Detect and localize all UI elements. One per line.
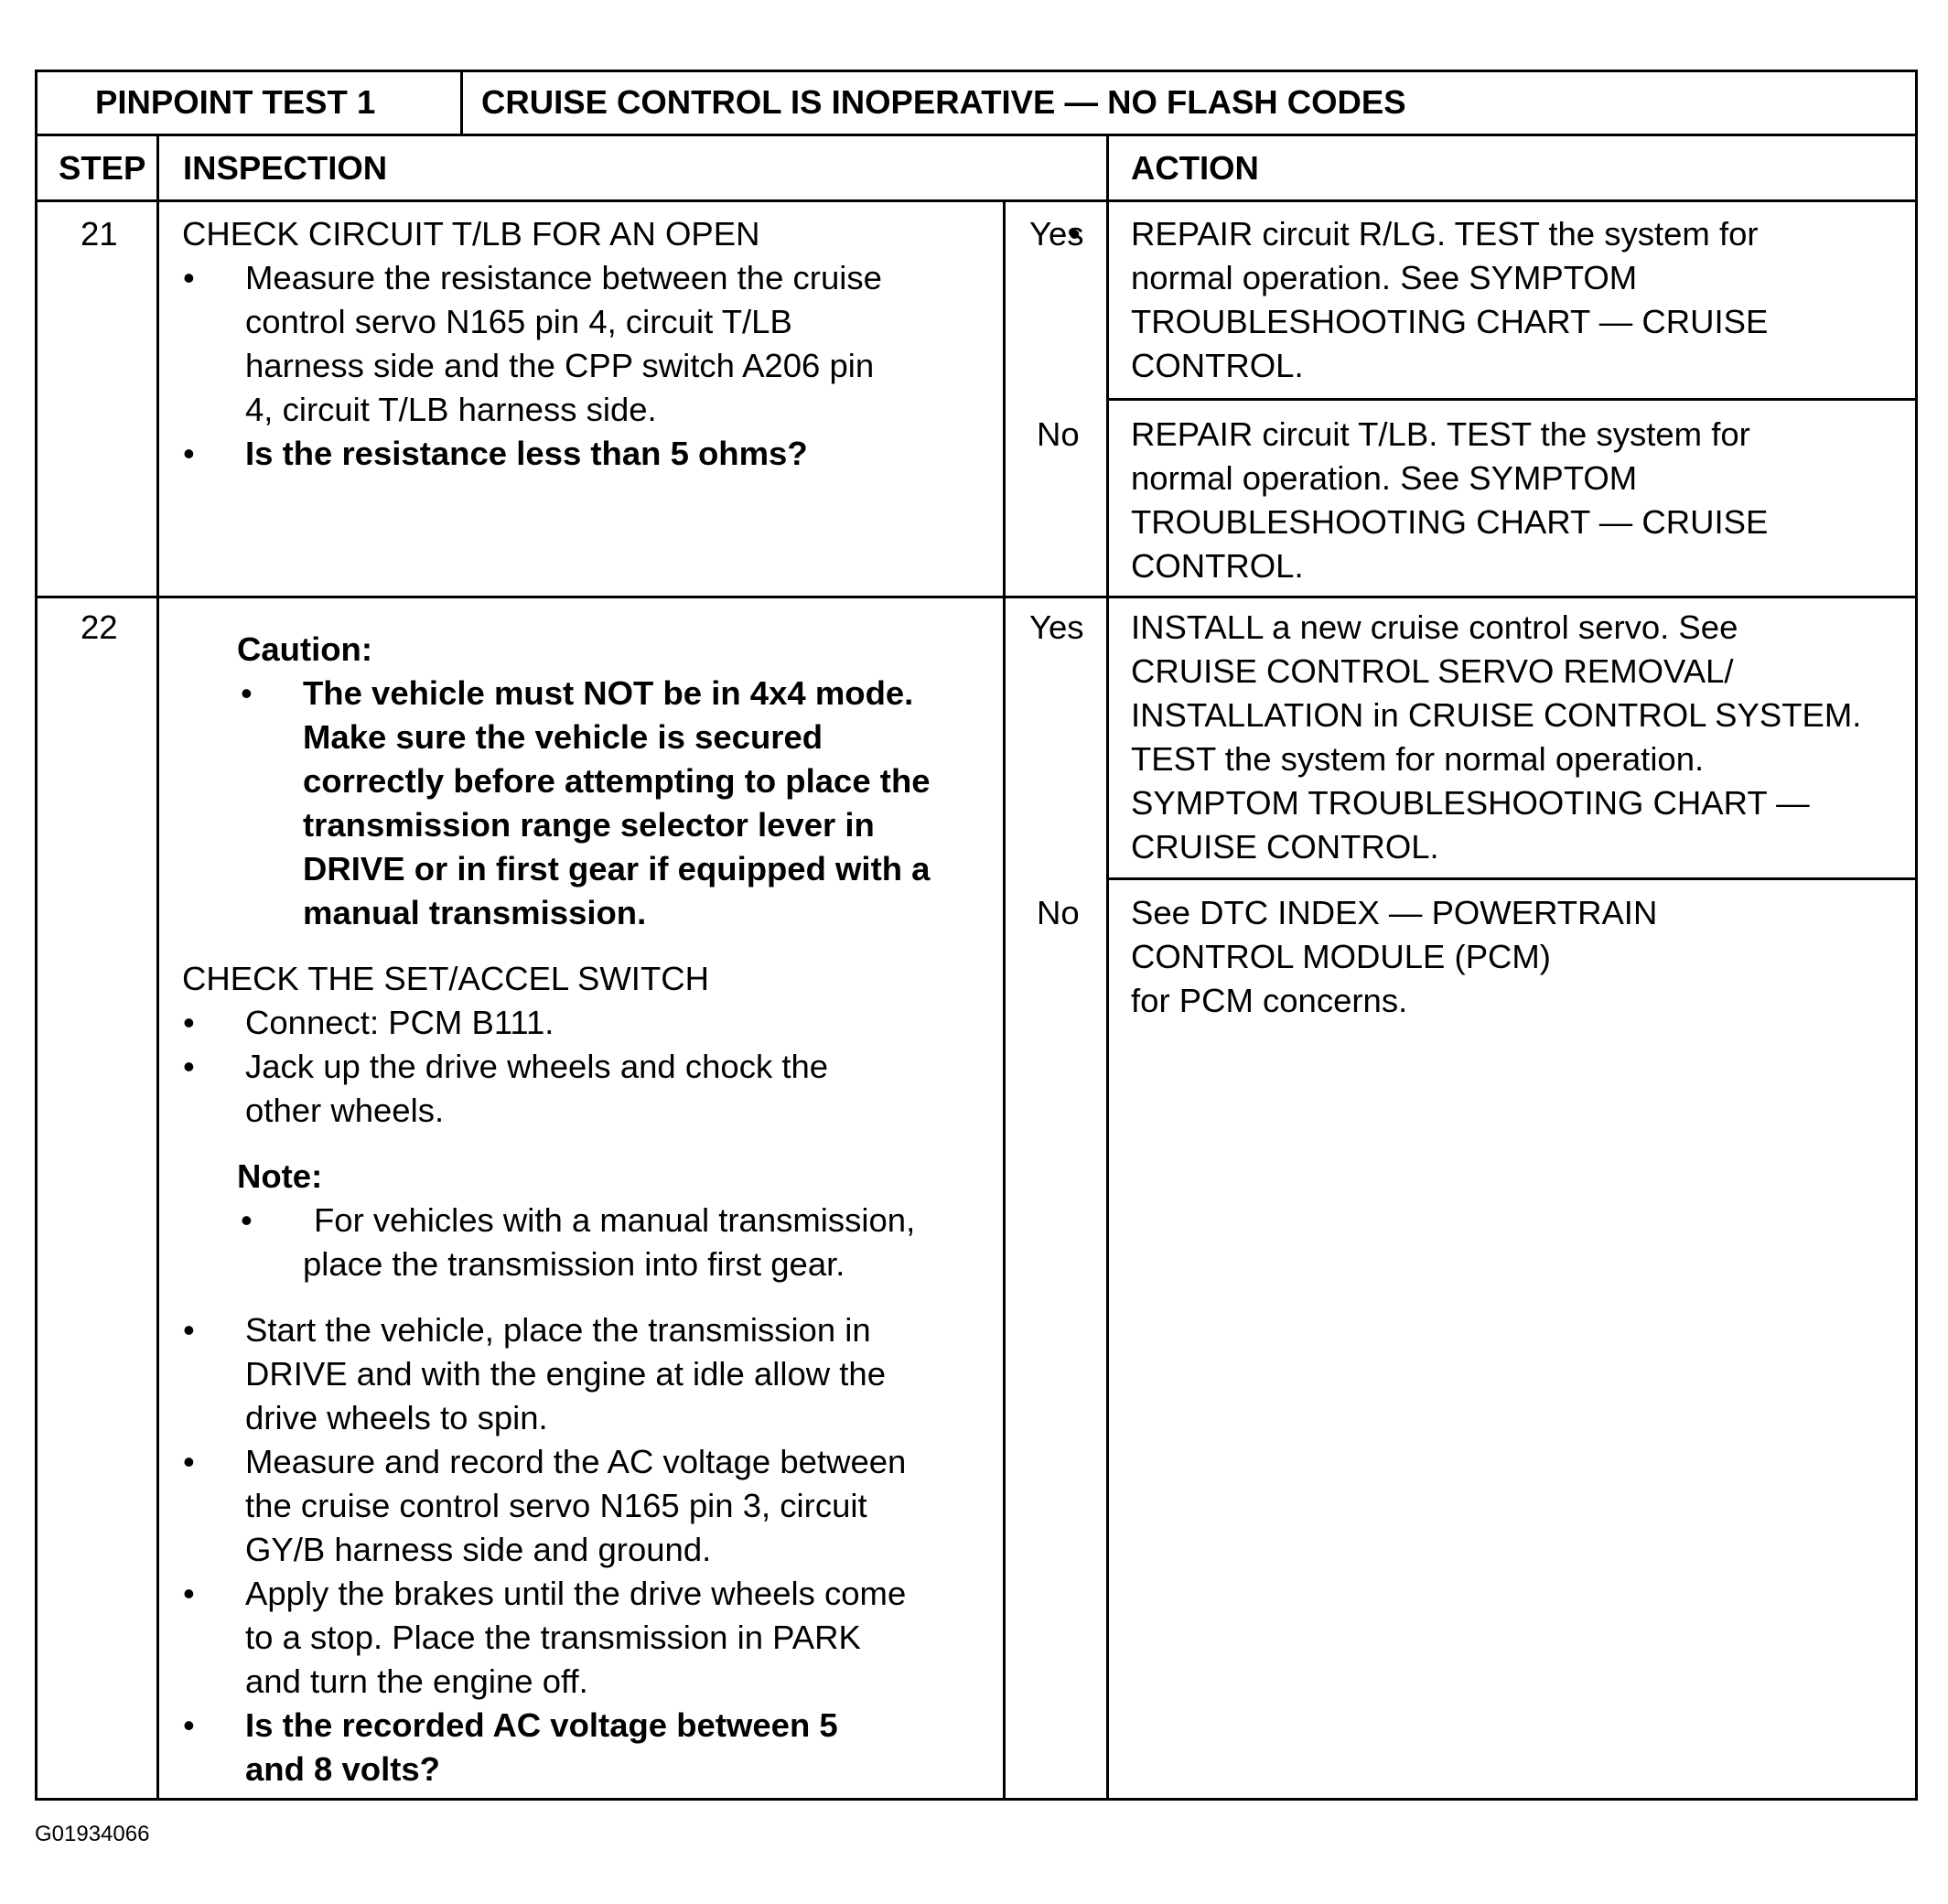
step21-yes-action-line: CONTROL. [1131,347,1304,384]
step21-yes-label: Yes [1029,215,1084,253]
step22-yes-action [1131,606,1861,869]
header-divider [35,134,1918,136]
step22-bullet-measure [245,1440,906,1572]
column-header-divider [35,199,1918,202]
step22-number: 22 [81,608,118,646]
step22-caution-label: Caution: [237,630,372,668]
step22-bullet-brakes [245,1572,906,1704]
step22-question-line: • Is the recorded AC voltage between 5 [245,1706,838,1744]
step22-bullet-connect-line: • Connect: PCM B111. [245,1004,554,1041]
step22-note-line: • For vehicles with a manual transmission, [314,1201,916,1239]
step22-note-label: Note: [237,1157,323,1195]
step22-note-line: place the transmission into first gear. [303,1245,845,1283]
step22-caution-line: transmission range selector lever in [303,806,875,844]
step22-bullet-measure-line: GY/B harness side and ground. [245,1531,712,1568]
step22-bullet-connect [245,1001,554,1045]
step22-bullet-measure-line: • Measure and record the AC voltage between [245,1443,907,1480]
step22-bullet-jack-line: • Jack up the drive wheels and chock the [245,1048,829,1085]
step22-no-action-line: for PCM concerns. [1131,982,1408,1019]
step21-bullet-measure-line: 4, circuit T/LB harness side. [245,391,657,428]
step21-no-action-line: normal operation. See SYMPTOM [1131,459,1638,497]
step22-caution-line: manual transmission. [303,894,647,931]
step22-no-action-line: See DTC INDEX — POWERTRAIN [1131,894,1658,931]
step22-no-action-line: CONTROL MODULE (PCM) [1131,938,1551,975]
step21-no-action-line: CONTROL. [1131,547,1304,585]
inspection-answer-divider [1003,199,1006,1801]
step21-bullet-measure-line: • Measure the resistance between the cruise [245,259,882,296]
step22-bullet-jack-line: other wheels. [245,1092,445,1129]
step21-bullet-measure-line: control servo N165 pin 4, circuit T/LB [245,303,792,340]
column-header-inspection: INSPECTION [183,149,388,187]
step22-bullet-brakes-line: • Apply the brakes until the drive wheels come [245,1575,907,1612]
step22-heading: CHECK THE SET/ACCEL SWITCH [182,960,709,997]
step22-no-action [1131,891,1657,1023]
step22-bullet-measure-line: the cruise control servo N165 pin 3, circuit [245,1487,867,1524]
step21-heading: CHECK CIRCUIT T/LB FOR AN OPEN [182,215,760,253]
step22-caution-line: Make sure the vehicle is secured [303,718,823,756]
answer-action-divider [1106,134,1109,1801]
step22-bullet-start [245,1308,886,1440]
step22-bullet-start-line: drive wheels to spin. [245,1399,548,1436]
test-label: PINPOINT TEST 1 [95,83,376,121]
step22-no-label: No [1037,894,1080,931]
step22-caution-line: • The vehicle must NOT be in 4x4 mode. [303,674,914,712]
step21-yes-no-divider [1106,398,1918,401]
step22-bullet-start-line: DRIVE and with the engine at idle allow the [245,1355,887,1393]
step21-yes-action-line: TROUBLESHOOTING CHART — CRUISE [1131,303,1769,340]
step21-number: 21 [81,215,118,253]
step21-no-label: No [1037,415,1080,453]
step22-bullet-brakes-line: and turn the engine off. [245,1662,588,1700]
step22-caution-line: DRIVE or in first gear if equipped with a [303,850,931,887]
step21-yes-action-line: • REPAIR circuit R/LG. TEST the system for [1131,215,1759,253]
step22-caution-text [303,672,931,935]
step22-yes-label: Yes [1029,608,1084,646]
step22-yes-action-line: INSTALL a new cruise control servo. See [1131,608,1738,646]
step21-yes-action-line: normal operation. See SYMPTOM [1131,259,1638,296]
step22-yes-action-line: CRUISE CONTROL SERVO REMOVAL/ [1131,652,1734,690]
header-title-divider [460,70,463,135]
step21-yes-action [1131,212,1768,388]
step21-bullet-measure-line: harness side and the CPP switch A206 pin [245,347,875,384]
column-header-step: STEP [59,149,146,187]
step22-yes-no-divider [1106,877,1918,880]
step22-yes-action-line: CRUISE CONTROL. [1131,828,1439,866]
figure-id: G01934066 [35,1822,150,1846]
step22-bullet-brakes-line: to a stop. Place the transmission in PARK [245,1619,861,1656]
step21-no-action [1131,413,1768,588]
step22-caution-line: correctly before attempting to place the [303,762,931,800]
step21-no-action-line: REPAIR circuit T/LB. TEST the system for [1131,415,1750,453]
step-divider [35,596,1918,598]
step22-yes-action-line: SYMPTOM TROUBLESHOOTING CHART — [1131,784,1810,822]
step22-bullet-jack [245,1045,828,1133]
step22-question-line: and 8 volts? [245,1750,440,1788]
step22-note-text [303,1199,915,1286]
step21-bullet-measure [245,256,882,432]
step22-bullet-start-line: • Start the vehicle, place the transmission in [245,1311,871,1349]
test-title: CRUISE CONTROL IS INOPERATIVE — NO FLASH CODES [481,83,1406,121]
step22-question [245,1704,838,1791]
step21-no-action-line: TROUBLESHOOTING CHART — CRUISE [1131,503,1769,541]
step22-yes-action-line: TEST the system for normal operation. [1131,740,1705,778]
step21-question-text: • Is the resistance less than 5 ohms? [245,435,808,472]
step21-question [245,432,808,476]
step-column-divider [156,134,159,1801]
step22-yes-action-line: INSTALLATION in CRUISE CONTROL SYSTEM. [1131,696,1862,734]
column-header-action: ACTION [1131,149,1259,187]
